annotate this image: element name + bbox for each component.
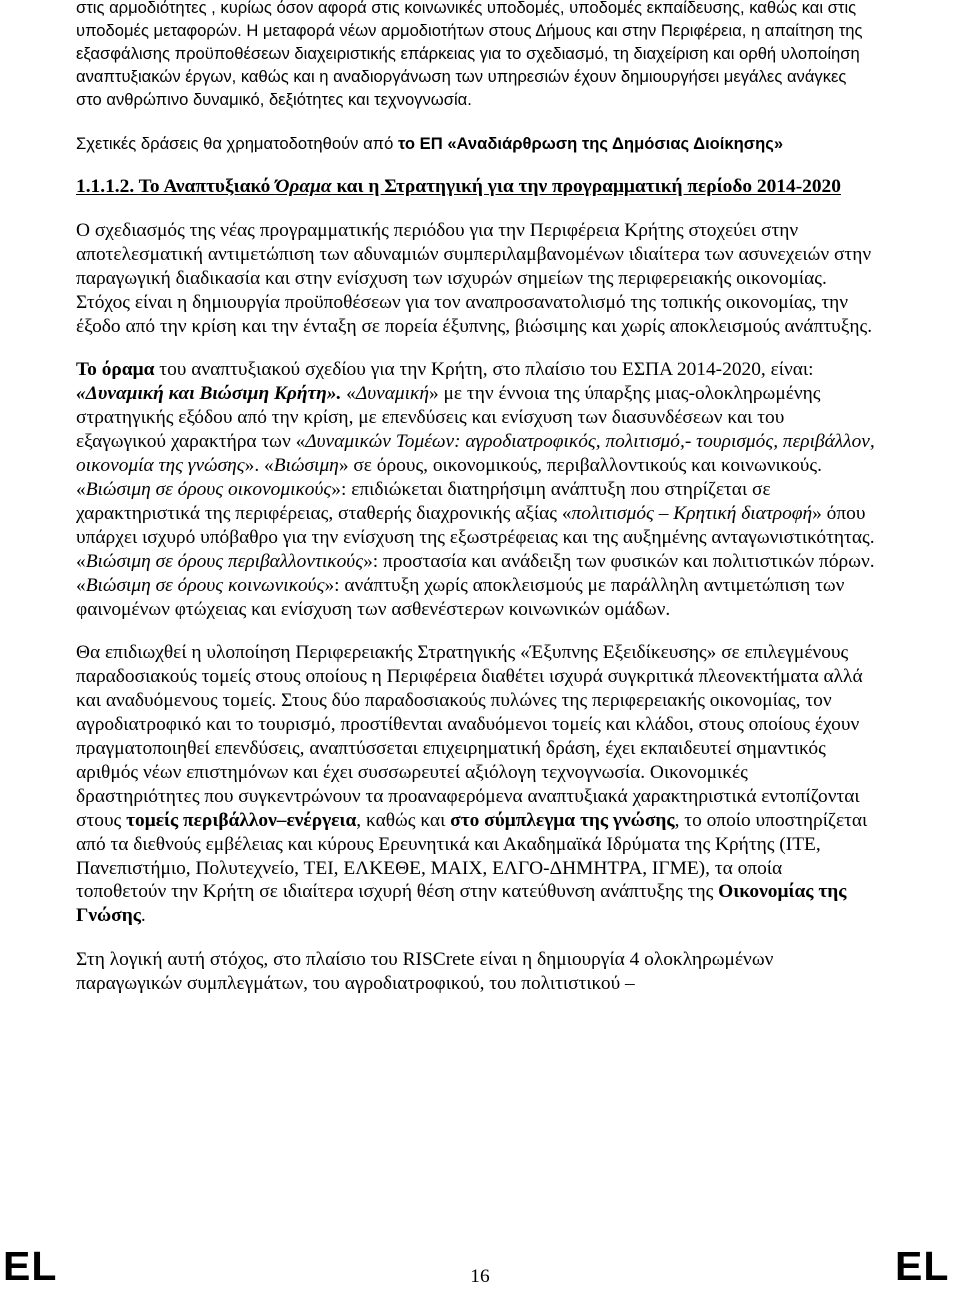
strategy-bold: Οικονομίας της Γνώσης (76, 881, 847, 927)
intro-paragraph: στις αρμοδιότητες , κυρίως όσον αφορά στις κοινωνικές υποδομές, υποδομές εκπαίδευσης, καθώς και στις υποδομές μεταφορών. Η μεταφορά νέων αρμοδιοτήτων στους Δήμους και στην Περιφέρεια, η απαίτηση της εξασφάλισης προϋποθέσεων διαχειριστικής επάρκειας για το σχεδιασμό, τη διαχείριση και ορθή υλοποίηση αναπτυξιακών έργων, καθώς και η αναδιοργάνωση των υπηρεσιών έχουν δημιουργήσει μεγάλες ανάγκες στο ανθρώπινο δυναμικό, δεξιότητες και τεχνογνωσία. (76, 0, 863, 109)
strategy-text: . (140, 905, 146, 927)
vision-italic: Δυναμική (355, 383, 429, 405)
footer-language-label-left: EL (3, 1243, 58, 1289)
riscrete-paragraph: Στη λογική αυτή στόχος, στο πλαίσιο του RISCrete είναι η δημιουργία 4 ολοκληρωμένων παραγωγικών συμπλεγμάτων, του αγροδιατροφικού, του πολιτιστικού – (76, 949, 774, 995)
strategy-text: , καθώς και (356, 809, 451, 831)
vision-slogan (76, 383, 341, 404)
vision-slogan-text: «Δυναμική και Βιώσιμη Κρήτη». (76, 383, 342, 405)
actions-text: Σχετικές δράσεις θα χρηματοδοτηθούν από (76, 134, 398, 153)
section-number: 1.1.1.2. (76, 176, 139, 197)
vision-text: » σε όρους, οικονομικούς, περιβαλλοντικούς και κοινωνικούς. « (76, 455, 822, 500)
section-heading (76, 175, 876, 199)
footer-language-label-right: EL (895, 1243, 950, 1289)
vision-text: »: επιδιώκεται διατηρήσιμη ανάπτυξη που στηρίζεται σε χαρακτηριστικά της περιφέρειας, σταθερής διαχρονικής αξίας « (76, 478, 771, 524)
vision-italic: πολιτισμός – Κρητική διατροφή (571, 502, 813, 524)
vision-text: »: προστασία και ανάδειξη των φυσικών και πολιτιστικών πόρων. « (76, 550, 875, 596)
strategy-text: , το οποίο υποστηρίζεται από τα διεθνούς εμβέλειας και κύρους Ερευνητικά και Ακαδημαϊκά Ιδρύματα της Κρήτης (ΙΤΕ, Πανεπιστήμιο, Πολυτεχνείο, ΤΕΙ, ΕΛΚΕΘΕ, ΜΑΙΧ, ΕΛΓΟ-ΔΗΜΗΤΡΑ, ΙΓΜΕ), τα οποία τοποθετούν την Κρήτη σε ιδιαίτερα ισχυρή θέση στην κατεύθυνση ανάπτυξης της (76, 809, 868, 903)
vision-paragraph (76, 358, 876, 621)
vision-italic: Βιώσιμη (273, 455, 339, 477)
vision-italic: Βιώσιμη σε όρους περιβαλλοντικούς (85, 550, 364, 572)
strategy-paragraph (76, 641, 876, 928)
vision-term: Το όραμα (76, 359, 155, 381)
strategy-bold: τομείς περιβάλλον–ενέργεια (126, 809, 357, 831)
vision-text: του αναπτυξιακού σχεδίου για την Κρήτη, στο πλαίσιο του ΕΣΠΑ 2014-2020, είναι: (154, 359, 814, 381)
actions-program-name: το ΕΠ «Αναδιάρθρωση της Δημόσιας Διοίκησης» (397, 134, 784, 153)
vision-text: « (341, 383, 356, 405)
planning-paragraph: Ο σχεδιασμός της νέας προγραμματικής περιόδου για την Περιφέρεια Κρήτης στοχεύει στην αποτελεσματική αντιμετώπιση των αδυναμιών συμπεριλαμβανομένων ιδιαίτερα των ασυνεχειών στην παραγωγική διαδικασία και στην ενίσχυση των ισχυρών σημείων της περιφερειακής οικονομίας. Στόχος είναι η δημιουργία προϋποθέσεων για τον αναπροσανατολισμό της τοπικής οικονομίας, την έξοδο από την κρίση και την ένταξη σε πορεία έξυπνης, βιώσιμης και χωρίς αποκλεισμούς ανάπτυξης. (76, 219, 873, 337)
vision-italic: Δυναμικών Τομέων: αγροδιατροφικός, πολιτισμό,- τουρισμός, περιβάλλον, οικονομία της γνώσης (76, 431, 875, 477)
vision-text: ». « (244, 455, 274, 477)
actions-paragraph (76, 132, 876, 155)
vision-text: » με την έννοια της ύπαρξης μιας-ολοκληρωμένης στρατηγικής εξόδου από την κρίση, με επενδύσεις και ενίσχυση των διασυνδέσεων και του εξαγωγικού χαρακτήρα των « (76, 383, 821, 453)
section-title-a: Το Αναπτυξιακό (138, 176, 276, 197)
vision-italic: Βιώσιμη σε όρους κοινωνικούς (85, 574, 325, 596)
vision-italic: Βιώσιμη σε όρους οικονομικούς (85, 478, 332, 500)
strategy-bold: στο σύμπλεγμα της γνώσης (450, 809, 675, 831)
vision-text: » όπου υπάρχει ισχυρό υπόβαθρο για την ενίσχυση της εξωστρέφειας και της αυξημένης ανταγωνιστικότητας. « (76, 502, 875, 572)
strategy-text: Θα επιδιωχθεί η υλοποίηση Περιφερειακής Στρατηγικής «Έξυπνης Εξειδίκευσης» σε επιλεγμένους παραδοσιακούς τομείς στους οποίους η Περιφέρεια διαθέτει ισχυρά συγκριτικά πλεονεκτήματα αλλά και αναδυόμενους τομείς. Στους δύο παραδοσιακούς πυλώνες της περιφερειακής οικονομίας, τον αγροδιατροφικό και το τουρισμό, προστίθενται αναδυόμενοι τομείς και κλάδοι, στους οποίους έχουν πραγματοποιηθεί επενδύσεις, αναπτύσσεται επιχειρηματική δράση, έχει εκπαιδευτεί σημαντικός αριθμός νέων επιστημόνων και έχει συσσωρευτεί αξιόλογη τεχνογνωσία. Οικονομικές δραστηριότητες που συγκεντρώνουν τα προαναφερόμενα αναπτυξιακά χαρακτηριστικά εντοπίζονται στους (76, 642, 863, 831)
section-title-italic: Όραμα (275, 176, 332, 197)
document-page (76, 0, 876, 996)
section-title-b: και η Στρατηγική για την προγραμματική περίοδο 2014-2020 (331, 176, 841, 197)
page-number: 16 (470, 1266, 490, 1287)
vision-text: »: ανάπτυξη χωρίς αποκλεισμούς με παράλληλη αντιμετώπιση των φαινομένων φτώχειας και ενίσχυση των ασθενέστερων κοινωνικών ομάδων. (76, 574, 845, 620)
